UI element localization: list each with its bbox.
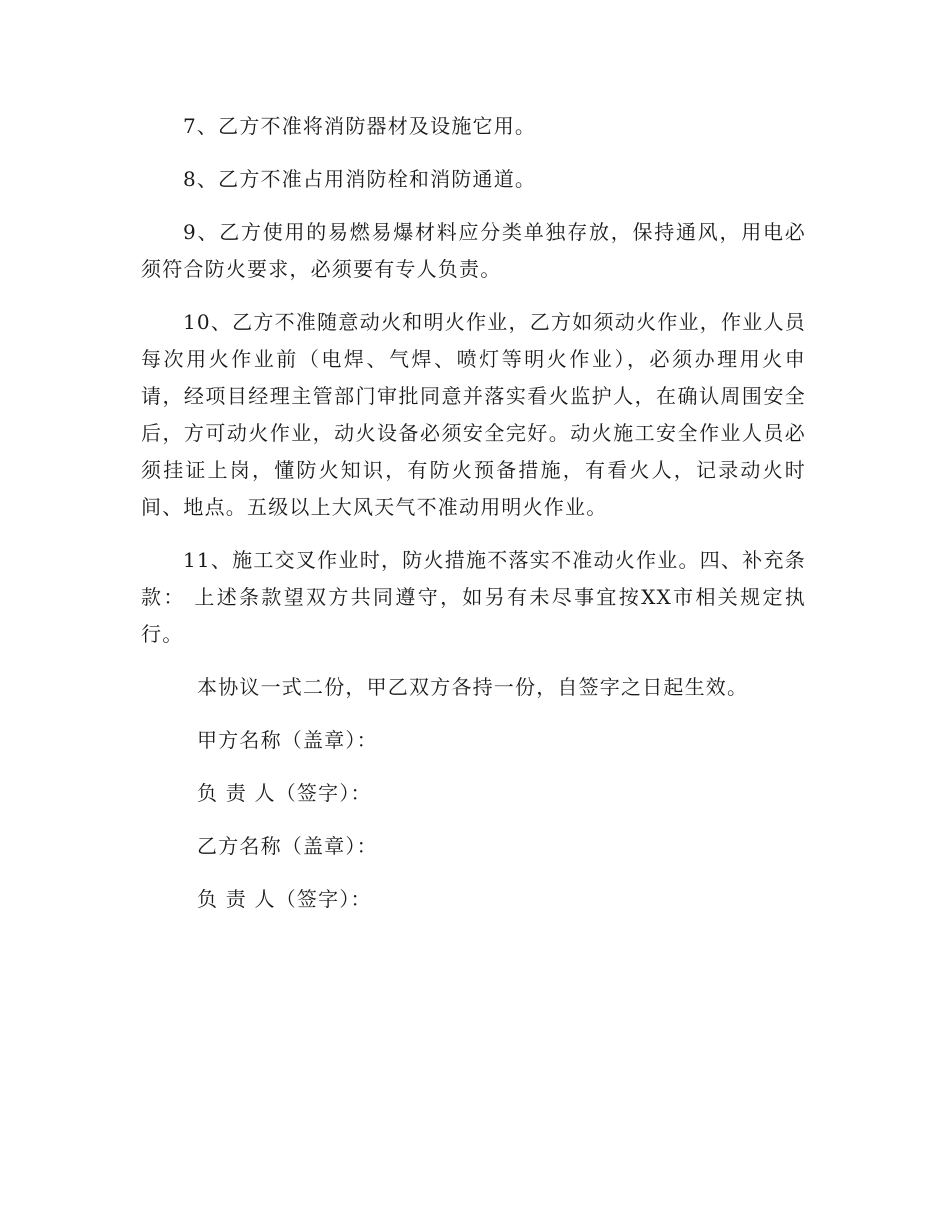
signature-block bbox=[141, 669, 806, 918]
clause-7: 7、乙方不准将消防器材及设施它用。 bbox=[183, 114, 537, 138]
copies-note: 本协议一式二份，甲乙双方各持一份，自签字之日起生效。 bbox=[197, 675, 749, 699]
clause-8: 8、乙方不准占用消防栓和消防通道。 bbox=[183, 167, 537, 191]
clause-11: 11、施工交叉作业时，防火措施不落实不准动火作业。四、补充条款： 上述条款望双方共同遵守，如另有未尽事宜按XX市相关规定执行。 bbox=[141, 548, 806, 646]
party-b-name-field: 乙方名称（盖章）： bbox=[197, 834, 378, 858]
party-a-name-field: 甲方名称（盖章）： bbox=[197, 728, 378, 752]
party-b-representative-field: 负 责 人（签字）： bbox=[197, 887, 372, 911]
party-a-representative-field: 负 责 人（签字）： bbox=[197, 781, 372, 805]
document-page bbox=[141, 108, 806, 934]
clause-9: 9、乙方使用的易燃易爆材料应分类单独存放，保持通风，用电必须符合防火要求，必须要有专人负责。 bbox=[141, 220, 806, 281]
clause-10: 10、乙方不准随意动火和明火作业，乙方如须动火作业，作业人员每次用火作业前（电焊、气焊、喷灯等明火作业），必须办理用火申请，经项目经理主管部门审批同意并落实看火监护人，在确认周围安全后，方可动火作业，动火设备必须安全完好。动火施工安全作业人员必须挂证上岗，懂防火知识，有防火预备措施，有看火人，记录动火时间、地点。五级以上大风天气不准动用明火作业。 bbox=[141, 310, 806, 519]
